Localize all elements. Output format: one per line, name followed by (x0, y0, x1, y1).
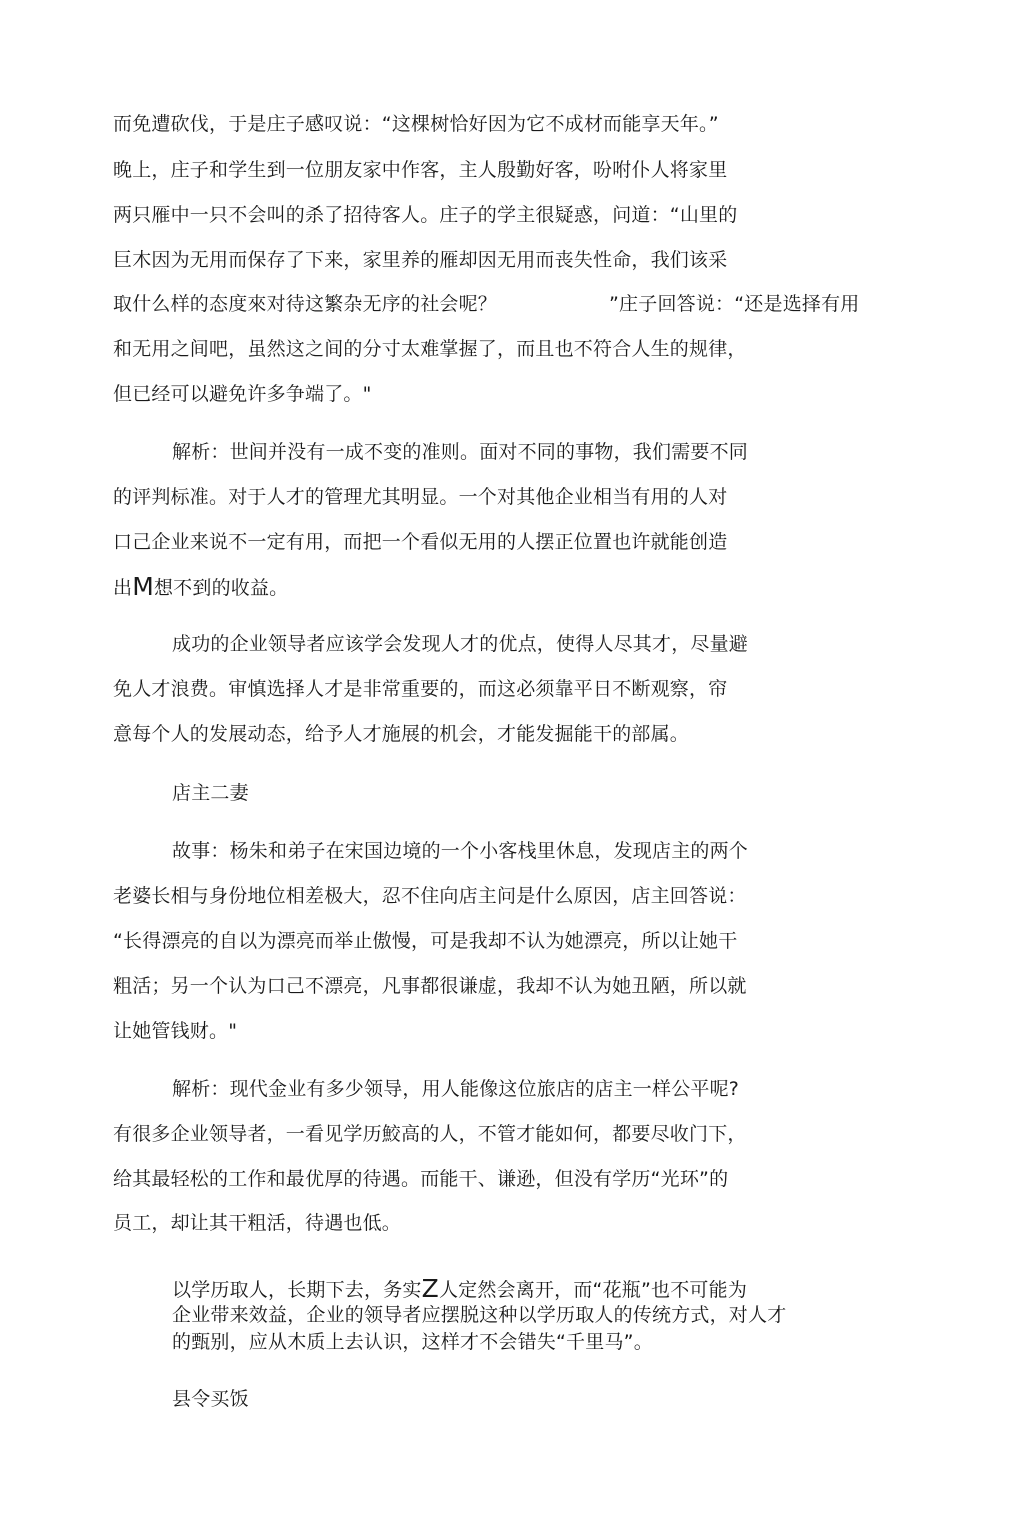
text-line: 两只雁中一只不会叫的杀了招待客人。庄子的学主很疑惑，问道：“山里的 (113, 204, 738, 226)
text-line: 口己企业来说不一定有用，而把一个看似无用的人摆正位置也许就能创造 (113, 531, 728, 553)
text-line: 意每个人的发展动态，给予人才施展的机会，才能发掘能干的部属。 (113, 723, 690, 745)
ocr-glyph: Z (421, 1274, 439, 1303)
text-line: 解析：世间并没有一成不变的准则。面对不同的事物，我们需要不同 (172, 441, 749, 463)
text-line: 免人才浪费。审慎选择人才是非常重要的，而这必须靠平日不断观察，帘 (113, 678, 728, 700)
text-line: 巨木因为无用而保存了下来，家里养的雁却因无用而丧失性命，我们该采 (113, 249, 728, 271)
text-segment: ”庄子回答说：“还是选择有用 (609, 293, 860, 315)
text-line: 和无用之间吧，虽然这之间的分寸太难掌握了，而且也不符合人生的规律， (113, 338, 747, 360)
text-line: 让她管钱财。" (113, 1020, 238, 1042)
text-line: 成功的企业领导者应该学会发现人才的优点，使得人尽其才，尽量避 (172, 633, 749, 655)
text-line: 的甄别，应从木质上去认识，这样才不会错失“千里马”。 (172, 1331, 653, 1353)
text-segment: 以学历取人，长期下去，务实 (172, 1279, 422, 1301)
text-line: 粗活；另一个认为口己不漂亮，凡事都很谦虚，我却不认为她丑陋，所以就 (113, 975, 747, 997)
text-line: 有很多企业领导者，一看见学历鮫高的人，不管才能如何，都要尽收门下， (113, 1123, 747, 1145)
ocr-glyph: M (132, 572, 154, 601)
text-segment: 取什么样的态度來对待这繁杂无序的社会呢？ (113, 293, 498, 315)
text-line: 但已经可以避免许多争端了。" (113, 383, 372, 405)
text-line: 员工，却让其干粗活，待遇也低。 (113, 1212, 402, 1234)
section-heading: 县令买饭 (172, 1388, 249, 1410)
text-line: 给其最轻松的工作和最优厚的待遇。而能干、谦逊，但没有学历“光环”的 (113, 1168, 729, 1190)
text-segment: 人定然会离开，而“花瓶”也不可能为 (438, 1279, 748, 1301)
text-segment: 想不到的收益。 (153, 577, 289, 599)
text-line: 老婆长相与身份地位相差极大，忍不住向店主问是什么原因，店主回答说： (113, 885, 747, 907)
text-line: 解析：现代金业有多少领导，用人能像这位旅店的店主一样公平呢? (172, 1078, 740, 1100)
text-segment: 出 (113, 577, 133, 599)
text-line (113, 292, 860, 316)
text-line: 故事：杨朱和弟子在宋国边境的一个小客栈里休息，发现店主的两个 (172, 840, 749, 862)
text-line: 企业带来效益，企业的领导者应摆脱这种以学历取人的传统方式，对人才 (172, 1304, 787, 1326)
text-line: “长得漂亮的自以为漂亮而举止傲慢，可是我却不认为她漂亮，所以让她干 (113, 930, 738, 952)
text-line (172, 1276, 747, 1302)
text-line: 而免遭砍伐，于是庄子感叹说：“这棵树恰好因为它不成材而能享天年。” (113, 113, 719, 135)
section-heading: 店主二妻 (172, 782, 249, 804)
text-line: 晚上，庄子和学生到一位朋友家中作客，主人殷勤好客，吩咐仆人将家里 (113, 159, 728, 181)
text-line (113, 574, 288, 600)
text-line: 的评判标准。对于人才的管理尤其明显。一个对其他企业相当有用的人对 (113, 486, 728, 508)
